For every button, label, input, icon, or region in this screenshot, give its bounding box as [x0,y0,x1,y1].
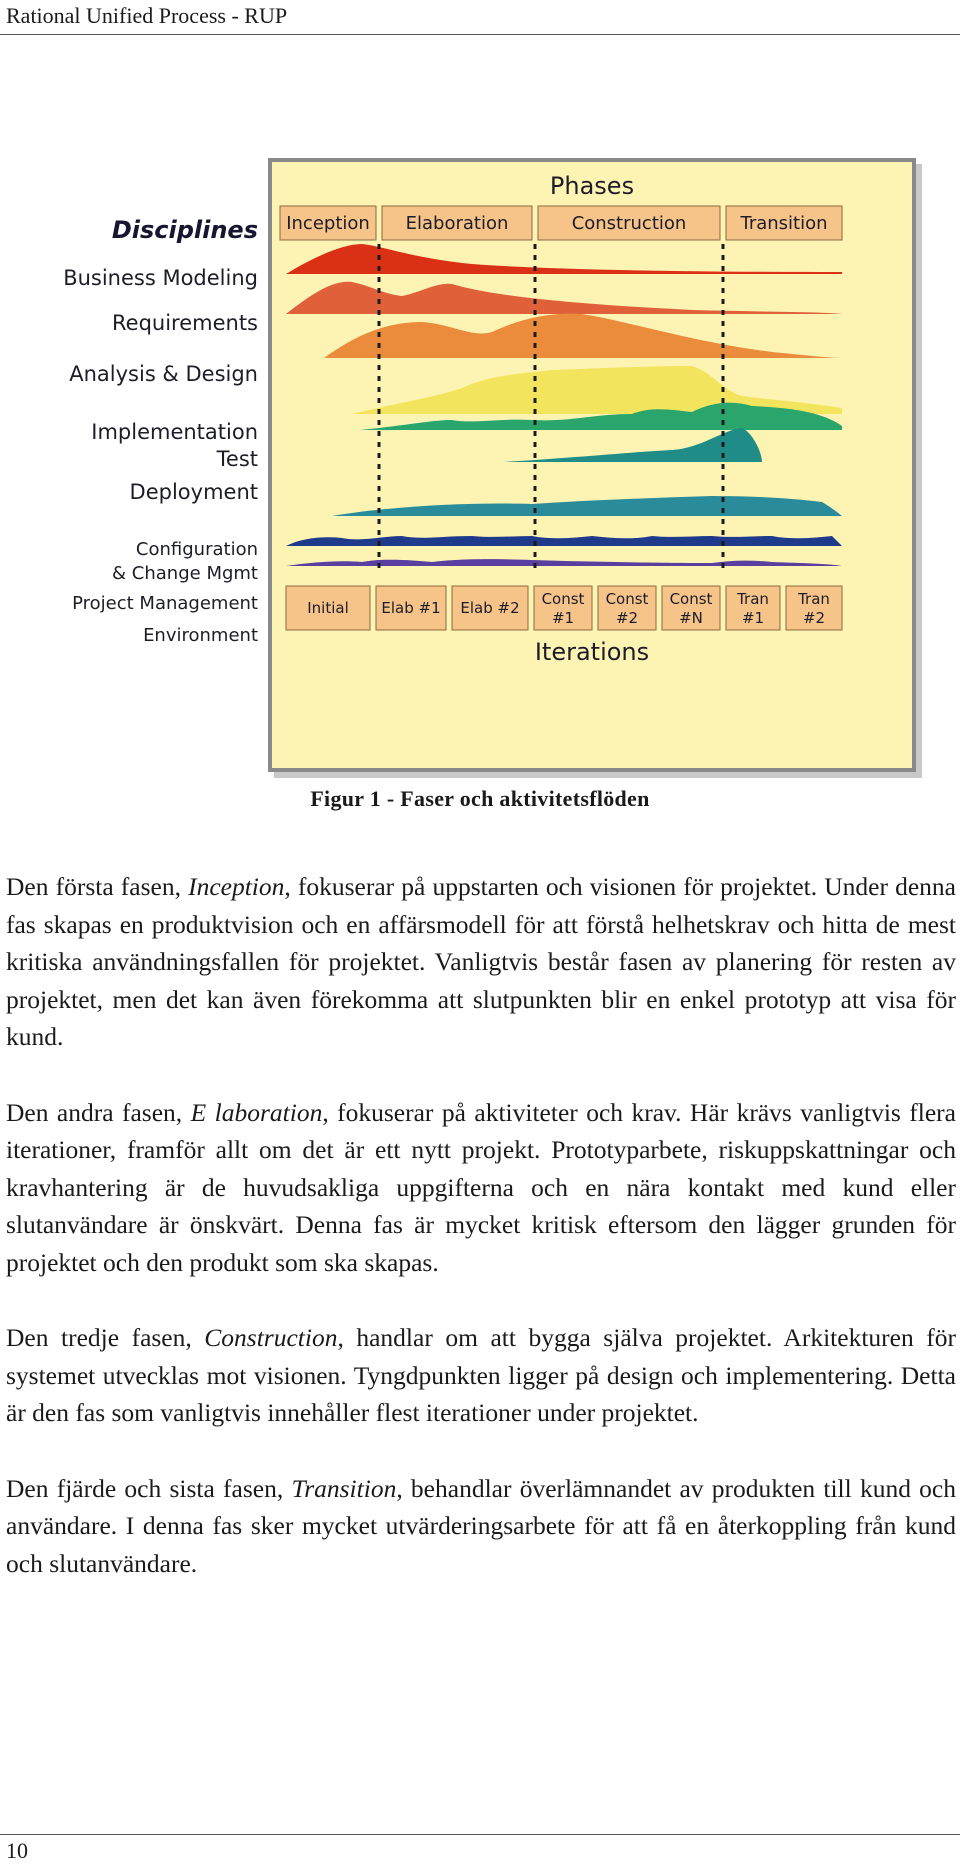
paragraph-inception-before: Den första fasen, [6,872,189,901]
iteration-elab1-label: Elab #1 [381,599,441,617]
hump-analysis-design [324,314,842,358]
discipline-business-modeling: Business Modeling [63,266,258,290]
paragraph-construction-after: , handlar om att bygga själva projektet. Arkitekturen för systemet utvecklas mot visionen. Tyngdpunkten ligger på design och implementering. Detta är den fas som vanligtvis innehåller flest iterationer under projektet. [6,1323,956,1427]
header-divider [0,34,960,35]
iteration-tran2-line2: #2 [802,609,826,627]
iteration-tran1-line2: #1 [741,609,765,627]
hump-configuration [332,496,842,516]
rup-hump-chart [272,162,912,768]
paragraph-transition-after: , behandlar överlämnandet av produkten till kund och användare. I denna fas sker mycket utvärderingsarbete för att få en återkoppling från kund och slutanvändare. [6,1473,956,1578]
discipline-project-management: Project Management [72,593,258,614]
iterations-title: Iterations [534,638,650,666]
phase-construction-label: Construction [571,213,687,234]
iteration-constn-line1: Const [669,590,713,608]
page-number: 10 [6,1838,28,1863]
footer-divider [0,1834,960,1835]
paragraph-inception [6,868,956,1056]
iteration-elab2-label: Elab #2 [460,599,520,617]
discipline-analysis-design: Analysis & Design [69,362,258,386]
phase-elaboration-label: Elaboration [405,213,509,234]
iteration-const2-line2: #2 [615,609,639,627]
term-construction: Construction [204,1323,338,1352]
iteration-constn-line2: #N [679,609,703,627]
discipline-implementation: Implementation [91,420,258,444]
iteration-tran2-line1: Tran [798,590,830,608]
paragraph-elaboration [6,1094,956,1282]
paragraph-transition [6,1470,956,1583]
iteration-const1-line1: Const [541,590,585,608]
paragraph-transition-before: Den fjärde och sista fasen, [6,1473,292,1503]
iteration-const2-line1: Const [605,590,649,608]
phase-transition-label: Transition [740,213,828,234]
iteration-tran1-line1: Tran [737,590,769,608]
discipline-environment: Environment [143,625,258,646]
disciplines-legend [0,210,262,680]
hump-requirements [286,282,842,314]
iteration-row [286,586,842,630]
phase-inception-label: Inception [286,213,370,234]
rup-chart-panel [268,158,916,772]
paragraph-elaboration-after: , fokuserar på aktiviteter och krav. Här krävs vanligtvis flera iterationer, framför allt om det är ett nytt projekt. Prototyparbete, riskuppskattningar och kravhantering är de huvudsakliga uppgifterna och en nära kontakt med kund eller slutanvändare är önskvärt. Denna fas är mycket kritisk eftersom den lägger grunden för projektet och den produkt som ska skapas. [6,1097,956,1277]
hump-project-management [286,536,842,546]
figure-caption: Figur 1 - Faser och aktivitetsflöden [310,786,650,811]
discipline-deployment: Deployment [129,480,258,504]
paragraph-inception-after: , fokuserar på uppstarten och visionen för projektet. Under denna fas skapas en produktvision och en affärsmodell för att förstå helhetskrav och hitta de mest kritiska användningsfallen för projektet. Vanligtvis består fasen av planering för resten av projektet, men det kan även förekomma att slutpunkten blir en enkel prototyp att visa för kund. [6,872,956,1051]
term-elaboration: E laboration [190,1097,323,1127]
hump-environment [286,559,842,566]
phases-title: Phases [549,172,635,200]
hump-business-modeling [286,244,842,274]
iteration-const1-line2: #1 [551,609,575,627]
paragraph-construction-before: Den tredje fasen, [6,1323,205,1352]
discipline-test: Test [216,447,258,471]
body-text [6,868,956,1620]
phase-row [280,206,842,240]
discipline-change-mgmt: & Change Mgmt [112,563,258,584]
disciplines-title: Disciplines [111,216,258,244]
running-header: Rational Unified Process - RUP [6,3,288,28]
iteration-initial-label: Initial [307,599,349,617]
paragraph-construction [6,1319,956,1432]
term-transition: Transition [291,1473,397,1503]
discipline-configuration: Configuration [135,539,258,560]
term-inception: Inception [188,872,285,901]
discipline-requirements: Requirements [112,311,258,335]
workflow-humps [286,244,842,566]
paragraph-elaboration-before: Den andra fasen, [6,1097,191,1127]
hump-implementation [352,366,842,414]
